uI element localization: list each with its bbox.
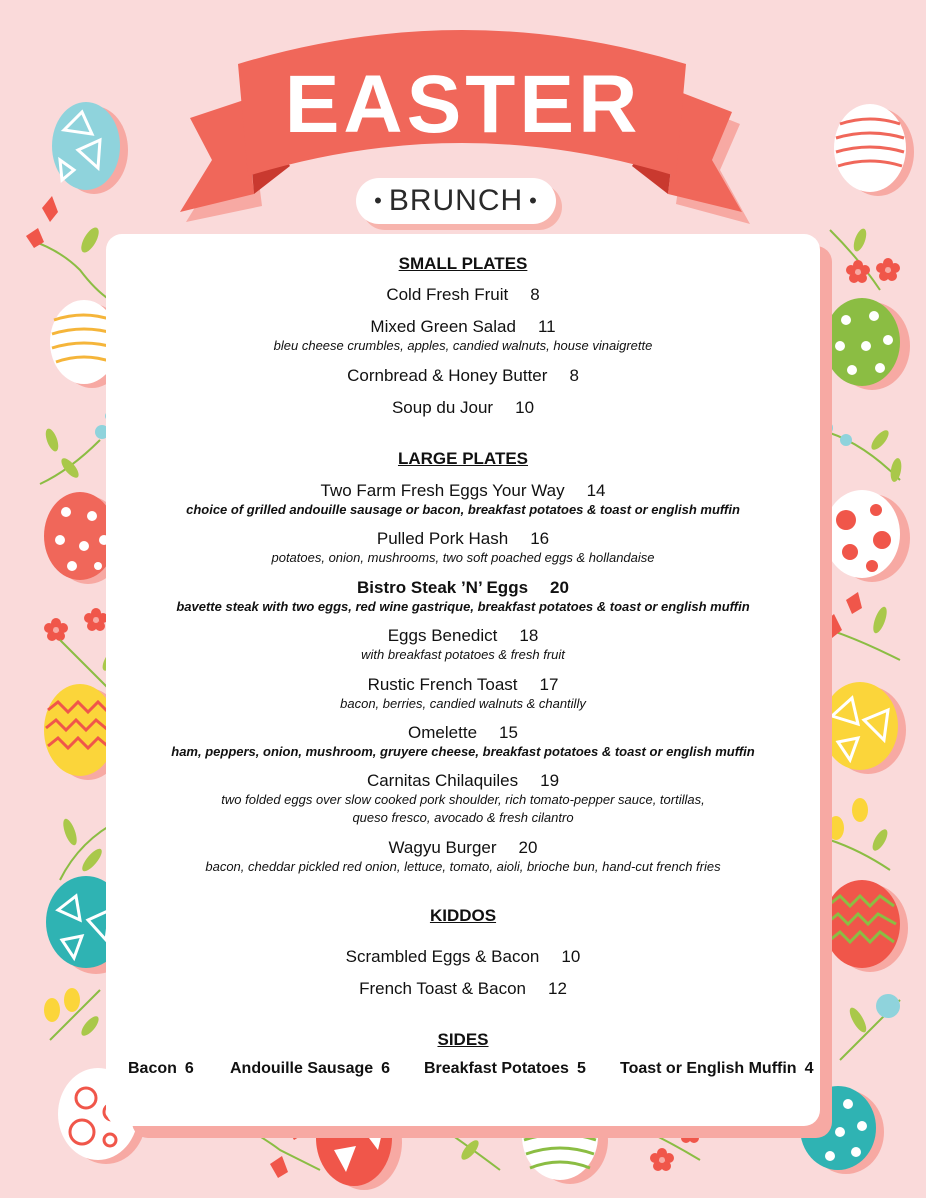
menu-item: Two Farm Fresh Eggs Your Way 14 — [320, 481, 606, 500]
subtitle-pill: • BRUNCH • — [356, 178, 556, 224]
section-title-small-plates: SMALL PLATES — [398, 254, 528, 273]
item-description: with breakfast potatoes & fresh fruit — [361, 647, 565, 662]
item-description: queso fresco, avocado & fresh cilantro — [352, 810, 574, 825]
menu-item: Wagyu Burger 20 — [388, 838, 538, 857]
menu-item: Pulled Pork Hash 16 — [376, 529, 550, 548]
egg-icon — [824, 880, 908, 972]
section-title-kiddos: KIDDOS — [429, 906, 497, 925]
item-description: choice of grilled andouille sausage or bacon, breakfast potatoes & toast or english muffin — [186, 502, 740, 517]
egg-icon — [824, 298, 910, 390]
section-title-large-plates: LARGE PLATES — [397, 449, 529, 468]
flower-icon — [40, 411, 115, 484]
section-title-sides: SIDES — [437, 1030, 489, 1049]
menu-item: Omelette 15 — [408, 723, 518, 742]
menu-content — [106, 234, 820, 1126]
menu-subtitle: BRUNCH — [388, 184, 524, 217]
item-description: ham, peppers, onion, mushroom, gruyere cheese, breakfast potatoes & toast or english muffin — [171, 744, 755, 759]
flower-icon — [828, 798, 890, 870]
menu-item: Carnitas Chilaquiles 19 — [366, 771, 560, 790]
menu-item: Cornbread & Honey Butter 8 — [347, 366, 579, 385]
side-item: Toast or English Muffin 4 — [620, 1060, 814, 1077]
side-item: Bacon 6 — [128, 1060, 194, 1077]
item-description: bavette steak with two eggs, red wine gastrique, breakfast potatoes & toast or english muffin — [176, 599, 750, 614]
menu-item: Mixed Green Salad 11 — [370, 317, 556, 336]
menu-item: Soup du Jour 10 — [391, 398, 535, 417]
menu-item: Rustic French Toast 17 — [367, 675, 559, 694]
item-description: bacon, berries, candied walnuts & chantilly — [340, 696, 586, 711]
banner-title — [0, 0, 926, 200]
item-description: potatoes, onion, mushrooms, two soft poached eggs & hollandaise — [271, 550, 655, 565]
flower-icon — [830, 227, 900, 290]
side-item: Breakfast Potatoes 5 — [424, 1060, 586, 1077]
egg-icon — [824, 490, 910, 582]
menu-item: Bistro Steak ’N’ Eggs 20 — [357, 578, 569, 597]
flower-icon — [44, 988, 102, 1040]
menu-item: Scrambled Eggs & Bacon 10 — [345, 947, 581, 966]
item-description: bacon, cheddar pickled red onion, lettuce, tomato, aioli, brioche bun, hand-cut french fries — [205, 859, 721, 874]
side-item: Andouille Sausage 6 — [230, 1060, 391, 1077]
item-description: bleu cheese crumbles, apples, candied walnuts, house vinaigrette — [273, 338, 653, 353]
menu-title: EASTER — [284, 59, 642, 150]
flower-icon — [840, 994, 900, 1060]
flower-icon — [822, 592, 900, 660]
item-description: two folded eggs over slow cooked pork shoulder, rich tomato-pepper sauce, tortillas, — [221, 792, 705, 807]
menu-item: Eggs Benedict 18 — [387, 626, 539, 645]
menu-item: French Toast & Bacon 12 — [359, 979, 567, 998]
menu-item: Cold Fresh Fruit 8 — [386, 285, 540, 304]
flower-icon — [26, 196, 110, 300]
egg-icon — [822, 682, 906, 774]
